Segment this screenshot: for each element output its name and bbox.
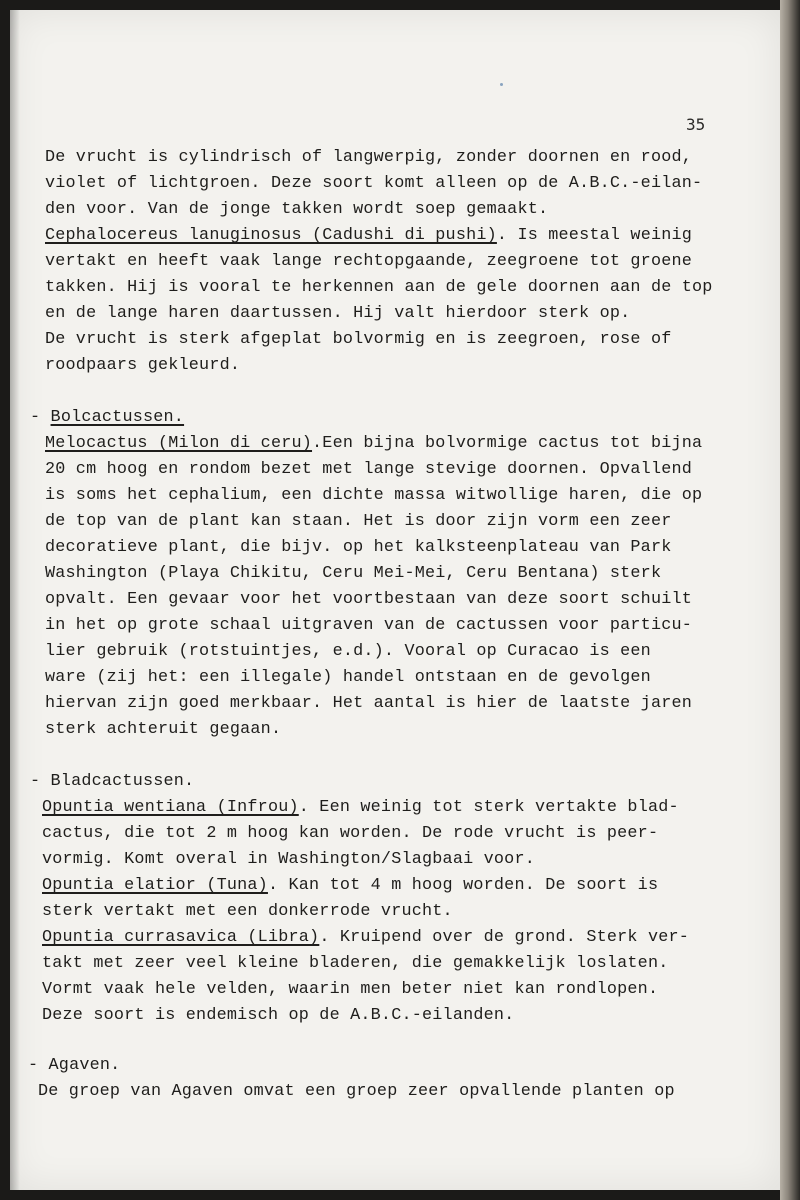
text-line: De vrucht is sterk afgeplat bolvormig en is zeegroen, rose of: [45, 330, 672, 349]
text-line: in het op grote schaal uitgraven van de cactussen voor particu-: [45, 616, 693, 635]
species-name: Opuntia wentiana (Infrou): [42, 798, 299, 817]
binding-shadow: [10, 10, 20, 1190]
text-line: violet of lichtgroen. Deze soort komt alleen op de A.B.C.-eilan-: [45, 174, 703, 193]
text-line: sterk achteruit gegaan.: [45, 720, 282, 739]
text-line: takt met zeer veel kleine bladeren, die gemakkelijk loslaten.: [42, 954, 669, 973]
text-line: lier gebruik (rotstuintjes, e.d.). Vooral op Curacao is een: [45, 642, 651, 661]
text-line: Opuntia elatior (Tuna). Kan tot 4 m hoog worden. De soort is: [42, 876, 659, 895]
section-heading: - Agaven.: [28, 1056, 121, 1075]
text-line: cactus, die tot 2 m hoog kan worden. De rode vrucht is peer-: [42, 824, 659, 843]
species-name: Opuntia elatior (Tuna): [42, 876, 268, 895]
text-line: Deze soort is endemisch op de A.B.C.-eilanden.: [42, 1006, 515, 1025]
text-line: roodpaars gekleurd.: [45, 356, 241, 375]
text-line: is soms het cephalium, een dichte massa witwollige haren, die op: [45, 486, 703, 505]
species-name: Melocactus (Milon di ceru): [45, 434, 313, 453]
text-line: den voor. Van de jonge takken wordt soep gemaakt.: [45, 200, 549, 219]
text-line: Melocactus (Milon di ceru).Een bijna bolvormige cactus tot bijna: [45, 434, 703, 453]
text-line: en de lange haren daartussen. Hij valt hierdoor sterk op.: [45, 304, 631, 323]
text-line: de top van de plant kan staan. Het is door zijn vorm een zeer: [45, 512, 672, 531]
page-edge: [780, 0, 800, 1200]
text-line: hiervan zijn goed merkbaar. Het aantal is hier de laatste jaren: [45, 694, 693, 713]
text-line: De groep van Agaven omvat een groep zeer opvallende planten op: [38, 1082, 675, 1101]
text-line: Washington (Playa Chikitu, Ceru Mei-Mei, Ceru Bentana) sterk: [45, 564, 662, 583]
text-line: decoratieve plant, die bijv. op het kalksteenplateau van Park: [45, 538, 672, 557]
page-number: 35: [686, 115, 706, 134]
text-line: Vormt vaak hele velden, waarin men beter niet kan rondlopen.: [42, 980, 659, 999]
text-line: ware (zij het: een illegale) handel ontstaan en de gevolgen: [45, 668, 651, 687]
species-name: Cephalocereus lanuginosus (Cadushi di pushi): [45, 226, 497, 245]
text-line: opvalt. Een gevaar voor het voortbestaan van deze soort schuilt: [45, 590, 693, 609]
section-heading: - Bolcactussen.: [30, 408, 185, 427]
text-line: sterk vertakt met een donkerrode vrucht.: [42, 902, 453, 921]
section-heading: - Bladcactussen.: [30, 772, 195, 791]
text-line: 20 cm hoog en rondom bezet met lange stevige doornen. Opvallend: [45, 460, 693, 479]
ink-speck: [500, 83, 503, 86]
text-line: Cephalocereus lanuginosus (Cadushi di pushi). Is meestal weinig: [45, 226, 693, 245]
text-line: Opuntia wentiana (Infrou). Een weinig tot sterk vertakte blad-: [42, 798, 679, 817]
document-page: [10, 10, 780, 1190]
text-line: takken. Hij is vooral te herkennen aan de gele doornen aan de top: [45, 278, 713, 297]
text-line: vertakt en heeft vaak lange rechtopgaande, zeegroene tot groene: [45, 252, 693, 271]
species-name: Opuntia currasavica (Libra): [42, 928, 320, 947]
text-line: Opuntia currasavica (Libra). Kruipend over de grond. Sterk ver-: [42, 928, 690, 947]
text-line: vormig. Komt overal in Washington/Slagbaai voor.: [42, 850, 535, 869]
text-line: De vrucht is cylindrisch of langwerpig, zonder doornen en rood,: [45, 148, 693, 167]
